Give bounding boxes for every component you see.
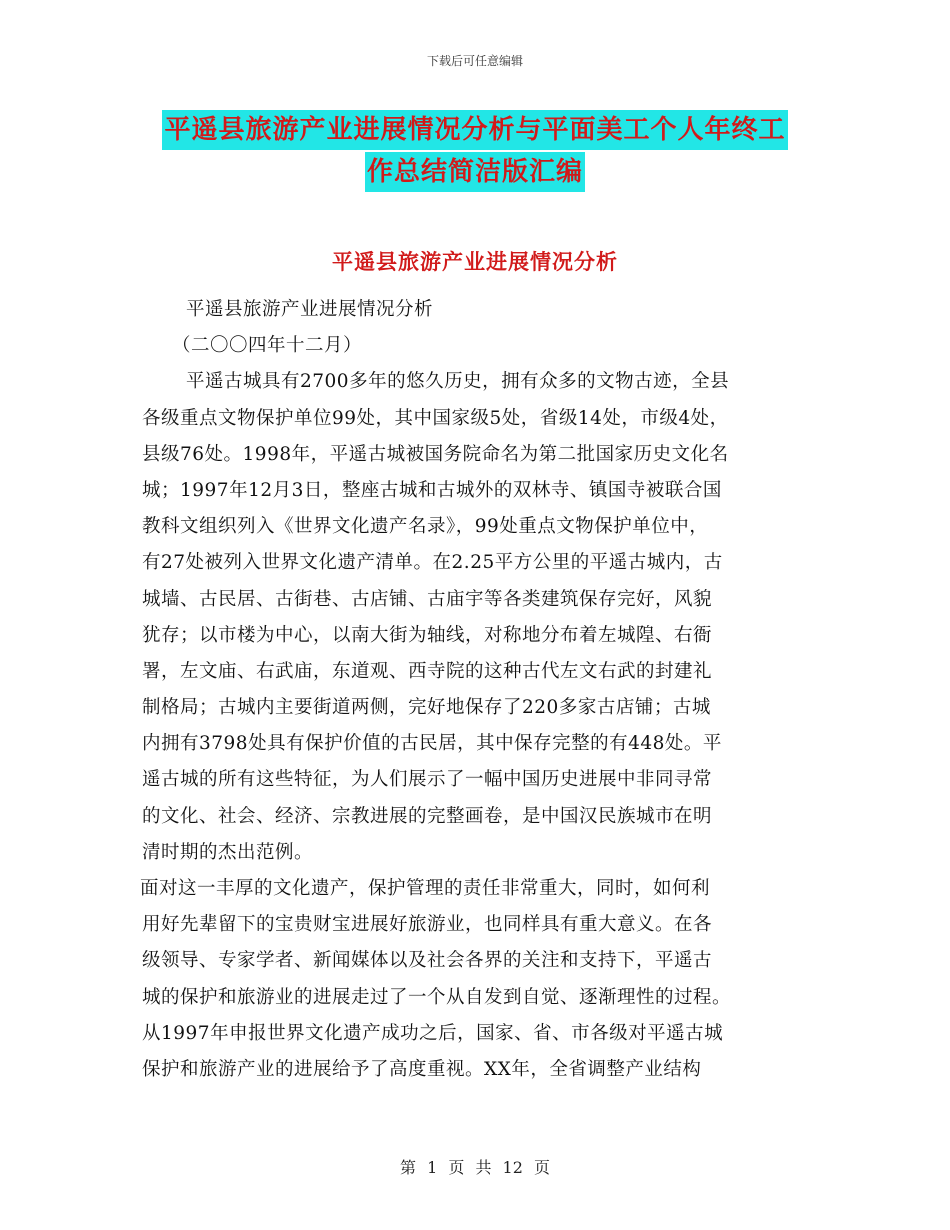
body-line: 的文化、社会、经济、宗教进展的完整画卷，是中国汉民族城市在明 [142,805,713,827]
body-line: 遥古城的所有这些特征，为人们展示了一幅中国历史进展中非同寻常 [142,769,713,791]
body-line: 各级重点文物保护单位99处，其中国家级5处，省级14处，市级4处， [142,407,729,429]
body-line: 内拥有3798处具有保护价值的古民居，其中保存完整的有448处。平 [142,733,722,755]
body-line: 从1997年申报世界文化遗产成功之后，国家、省、市各级对平遥古城 [142,1022,724,1044]
body-text [142,292,832,1088]
body-line: 县级76处。1998年，平遥古城被国务院命名为第二批国家历史文化名 [142,443,729,465]
title-line-2: 作总结简洁版汇编 [365,152,585,192]
body-line: 用好先辈留下的宝贵财宝进展好旅游业，也同样具有重大意义。在各 [142,914,713,936]
body-line: 制格局；古城内主要街道两侧，完好地保存了220多家古店铺；古城 [142,697,711,719]
page-header-note: 下载后可任意编辑 [426,54,523,68]
body-line: 清时期的杰出范例。 [142,841,314,863]
body-line: （二〇〇四年十二月） [172,335,363,357]
document-title [0,110,950,192]
body-line: 教科文组织列入《世界文化遗产名录》，99处重点文物保护单位中， [142,516,709,538]
section-title: 平遥县旅游产业进展情况分析 [332,250,618,274]
body-line: 平遥县旅游产业进展情况分析 [186,299,434,320]
body-line: 署，左文庙、右武庙，东道观、西寺院的这种古代左文右武的封建礼 [142,660,713,682]
body-line: 面对这一丰厚的文化遗产，保护管理的责任非常重大，同时，如何利 [140,878,711,899]
body-line: 城；1997年12月3日，整座古城和古城外的双林寺、镇国寺被联合国 [142,479,722,501]
page-number-footer: 第 1 页 共 12 页 [400,1158,550,1177]
body-line: 保护和旅游产业的进展给予了高度重视。XX年，全省调整产业结构 [142,1058,702,1080]
body-line: 城墙、古民居、古街巷、古店铺、古庙宇等各类建筑保存完好，风貌 [142,588,713,610]
body-line: 平遥古城具有2700多年的悠久历史，拥有众多的文物古迹，全县 [186,371,730,393]
body-line: 犹存；以市楼为中心，以南大街为轴线，对称地分布着左城隍、右衙 [142,624,713,646]
title-line-1: 平遥县旅游产业进展情况分析与平面美工个人年终工 [162,110,787,150]
body-line: 有27处被列入世界文化遗产清单。在2.25平方公里的平遥古城内，古 [142,552,723,574]
body-line: 城的保护和旅游业的进展走过了一个从自发到自觉、逐渐理性的过程。 [142,986,732,1008]
body-line: 级领导、专家学者、新闻媒体以及社会各界的关注和支持下，平遥古 [142,950,713,972]
